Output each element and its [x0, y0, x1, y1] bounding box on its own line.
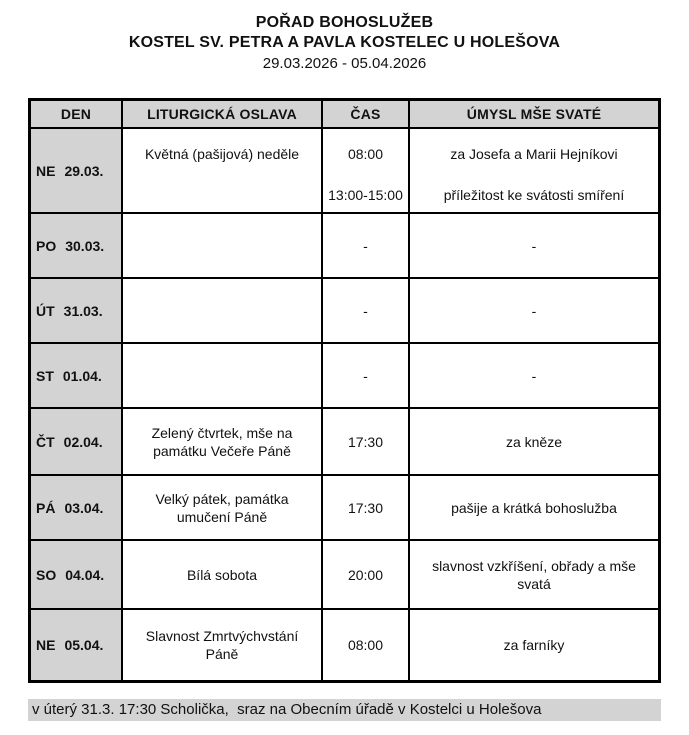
- day-abbr: NE: [36, 637, 56, 653]
- day-cell: [31, 129, 123, 212]
- intention-cell: za kněze: [505, 433, 563, 450]
- table-row: [31, 344, 658, 409]
- day-cell: [31, 409, 123, 474]
- document-header: [0, 0, 689, 75]
- table-row: [31, 214, 658, 279]
- time-cell: -: [323, 214, 410, 277]
- intention-cell: za farníky: [503, 637, 565, 653]
- footer-note: v úterý 31.3. 17:30 Scholička, sraz na Obecním úřadě v Kostelci u Holešova: [28, 699, 661, 721]
- day-date: 30.03.: [65, 237, 105, 254]
- day-abbr: PO: [36, 237, 57, 254]
- time-cell: -: [323, 344, 410, 407]
- day-date: 02.04.: [63, 433, 103, 450]
- time-cell: -: [323, 279, 410, 342]
- time-cell: 17:30: [323, 409, 410, 474]
- table-row: [31, 610, 658, 680]
- day-abbr: ST: [36, 367, 54, 384]
- celebration-cell: Velký pátek, památka umučení Páně: [123, 476, 323, 539]
- time-cell: 17:30: [323, 476, 410, 539]
- day-date: 03.04.: [64, 499, 104, 516]
- column-header-den: DEN: [31, 101, 123, 127]
- celebration-cell: Zelený čtvrtek, mše na památku Večeře Páně: [123, 409, 323, 474]
- table-row: [31, 129, 658, 214]
- day-date: 29.03.: [64, 162, 104, 179]
- column-header-umysl: ÚMYSL MŠE SVATÉ: [410, 101, 658, 127]
- celebration-empty: [135, 179, 309, 212]
- celebration-cell: Slavnost Zmrtvýchvstání Páně: [123, 610, 323, 680]
- intention-cell: -: [531, 237, 537, 254]
- table-header-row: [31, 101, 658, 129]
- intention-entry: za Josefa a Marii Hejníkovi: [450, 145, 618, 162]
- celebration-cell: [123, 129, 323, 212]
- intention-cell: pašije a krátká bohoslužba: [451, 499, 617, 516]
- intention-cell: -: [531, 302, 537, 319]
- day-abbr: SO: [36, 566, 57, 583]
- page-title: POŘAD BOHOSLUŽEB: [255, 14, 434, 31]
- intention-cell: slavnost vzkříšení, obřady a mše svatá: [432, 557, 636, 592]
- celebration-cell: [123, 279, 323, 342]
- day-cell: [31, 541, 123, 608]
- day-abbr: NE: [36, 162, 56, 179]
- day-cell: [31, 476, 123, 539]
- table-row: [31, 476, 658, 541]
- table-row: [31, 409, 658, 476]
- day-cell: [31, 279, 123, 342]
- time-entry: 13:00-15:00: [328, 187, 403, 204]
- table-row: [31, 541, 658, 610]
- celebration-cell: Bílá sobota: [123, 541, 323, 608]
- intention-cell: -: [531, 367, 537, 384]
- day-date: 01.04.: [62, 367, 102, 384]
- day-date: 05.04.: [64, 637, 104, 653]
- day-abbr: PÁ: [36, 499, 56, 516]
- page-subtitle: KOSTEL SV. PETRA A PAVLA KOSTELEC U HOLEŠOVA: [128, 34, 561, 51]
- time-entry: 08:00: [347, 145, 384, 162]
- table-row: [31, 279, 658, 344]
- day-cell: [31, 344, 123, 407]
- intention-entry: příležitost ke svátosti smíření: [443, 187, 625, 204]
- celebration-cell: [123, 344, 323, 407]
- time-cell: [323, 129, 410, 212]
- date-range: 29.03.2026 - 05.04.2026: [262, 55, 427, 72]
- day-cell: [31, 610, 123, 680]
- day-cell: [31, 214, 123, 277]
- day-abbr: ÚT: [36, 302, 55, 319]
- day-abbr: ČT: [36, 433, 55, 450]
- celebration-cell: [123, 214, 323, 277]
- day-date: 04.04.: [65, 566, 105, 583]
- column-header-cas: ČAS: [323, 101, 410, 127]
- time-cell: 20:00: [323, 541, 410, 608]
- intention-cell: [410, 129, 658, 212]
- celebration-text: Květná (pašijová) neděle: [144, 145, 300, 162]
- schedule-table: [28, 98, 661, 683]
- day-date: 31.03.: [63, 302, 103, 319]
- column-header-liturgicka-oslava: LITURGICKÁ OSLAVA: [123, 101, 323, 127]
- time-cell: 08:00: [323, 610, 410, 680]
